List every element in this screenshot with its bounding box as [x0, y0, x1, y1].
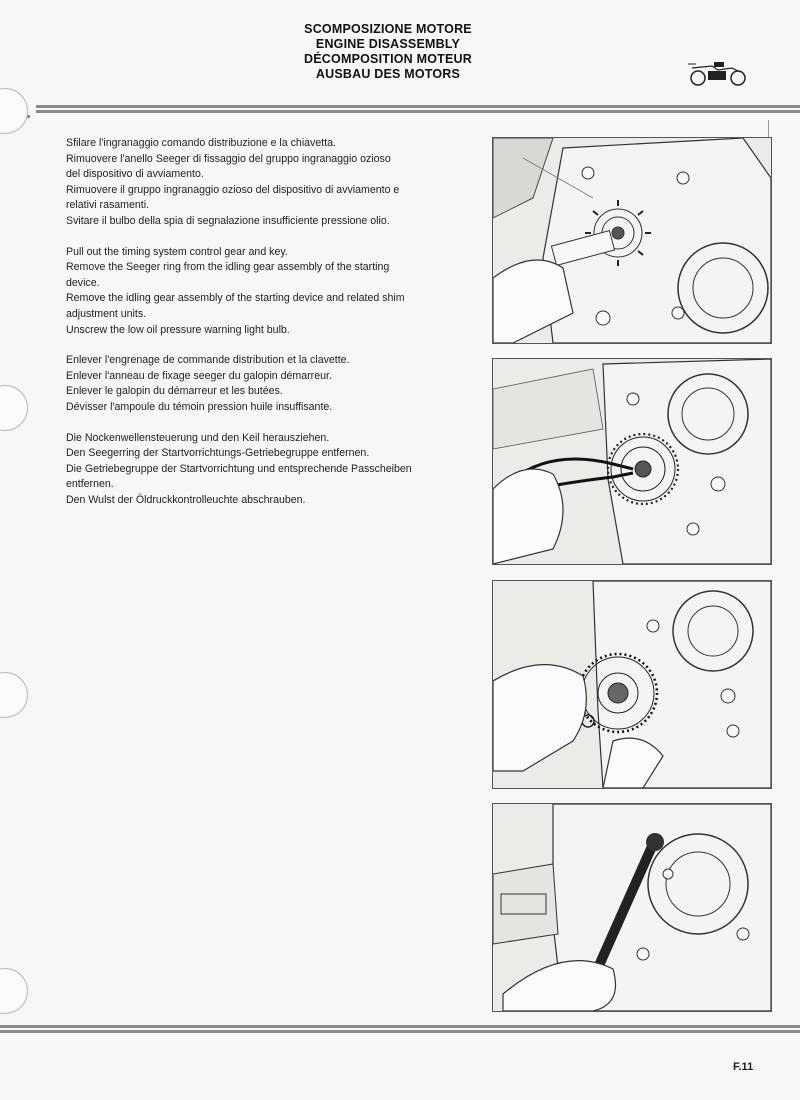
- text-line: del dispositivo di avviamento.: [66, 168, 204, 181]
- title-german: AUSBAU DES MOTORS: [315, 67, 461, 81]
- text-line: Rimuovere l'anello Seeger di fissaggio del gruppo ingranaggio ozioso: [66, 152, 391, 165]
- photo-idling-gear: [492, 580, 772, 789]
- footer-rule: [0, 1025, 800, 1039]
- binder-hole: [0, 88, 28, 134]
- motorcycle-icon: [688, 58, 748, 88]
- instructions-column: [66, 136, 476, 523]
- text-line: device.: [66, 276, 100, 289]
- header-rule: [36, 105, 800, 119]
- text-line: Sfilare l'ingranaggio comando distribuzione e la chiavetta.: [66, 137, 336, 149]
- page-header: [0, 22, 800, 82]
- text-line: Dévisser l'ampoule du témoin pression huile insuffisante.: [66, 400, 333, 413]
- text-line: relativi rasamenti.: [66, 199, 150, 212]
- text-line: Pull out the timing system control gear and key.: [66, 245, 288, 258]
- photo-oil-pressure-bulb: [492, 803, 772, 1012]
- binder-hole: [0, 968, 28, 1014]
- paragraph-english: [66, 245, 476, 339]
- photo-timing-gear: [492, 137, 772, 344]
- text-line: Unscrew the low oil pressure warning light bulb.: [66, 323, 290, 336]
- paragraph-french: [66, 353, 476, 415]
- text-line: Enlever l'engrenage de commande distribution et la clavette.: [66, 354, 350, 367]
- binder-hole: [0, 385, 28, 431]
- paragraph-italian: [66, 136, 476, 230]
- text-line: Den Seegerring der Startvorrichtungs-Getriebegruppe entfernen.: [66, 447, 370, 460]
- page-number: F.11: [733, 1061, 754, 1073]
- text-line: Den Wulst der Öldruckkontrolleuchte abschrauben.: [66, 493, 306, 506]
- text-line: Remove the Seeger ring from the idling gear assembly of the starting: [66, 261, 390, 274]
- photo-seeger-ring: [492, 358, 772, 565]
- text-line: adjustment units.: [66, 307, 147, 320]
- text-line: Rimuovere il gruppo ingranaggio ozioso del dispositivo di avviamento e: [66, 183, 400, 196]
- text-line: entfernen.: [66, 478, 114, 491]
- title-english: ENGINE DISASSEMBLY: [315, 37, 461, 51]
- text-line: Die Getriebegruppe der Startvorrichtung und entsprechende Passcheiben: [66, 462, 412, 475]
- binder-hole: [0, 672, 28, 718]
- text-line: Svitare il bulbo della spia di segnalazione insufficiente pressione olio.: [66, 214, 390, 227]
- text-line: Remove the idling gear assembly of the starting device and related shim: [66, 292, 405, 305]
- text-line: Die Nockenwellensteuerung und den Keil herausziehen.: [66, 431, 330, 444]
- title-french: DÉCOMPOSITION MOTEUR: [304, 52, 472, 66]
- paragraph-german: [66, 431, 476, 509]
- title-italian: SCOMPOSIZIONE MOTORE: [304, 22, 472, 36]
- text-line: Enlever l'anneau de fixage seeger du galopin démarreur.: [66, 369, 332, 382]
- text-line: Enlever le galopin du démarreur et les butées.: [66, 385, 283, 398]
